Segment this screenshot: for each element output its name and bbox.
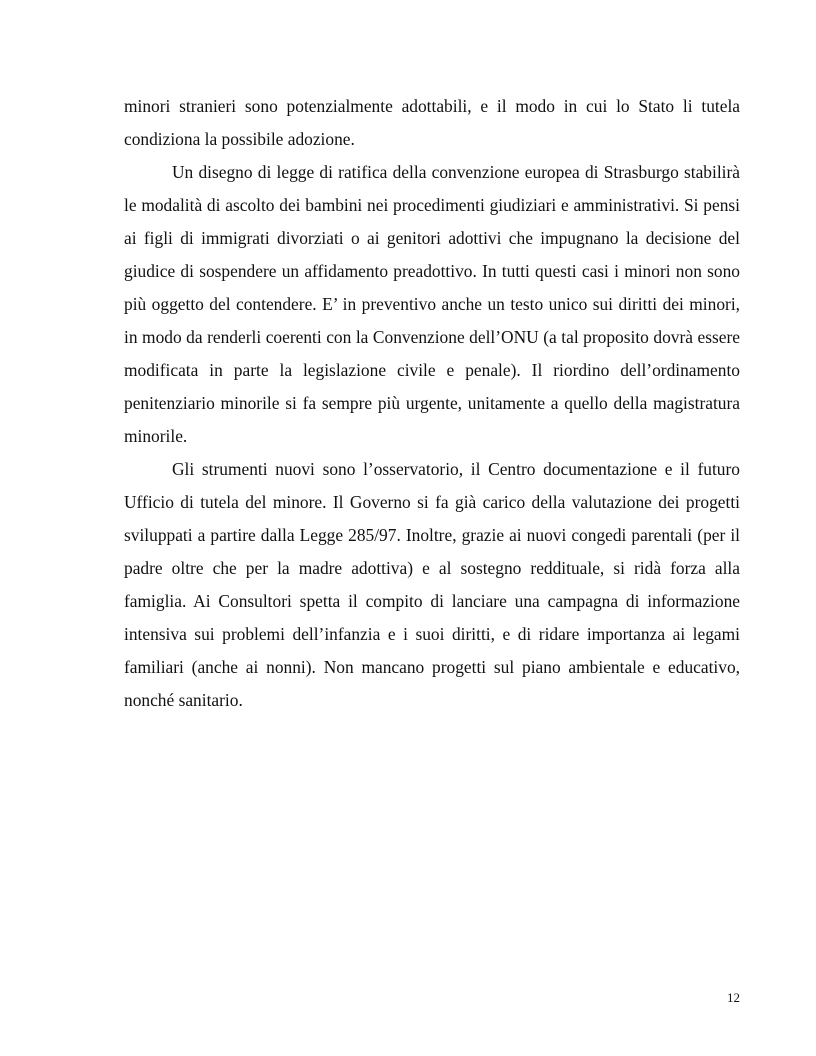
document-body <box>124 90 740 717</box>
page-number: 12 <box>727 990 740 1005</box>
paragraph-new-instruments: Gli strumenti nuovi sono l’osservatorio, il Centro documentazione e il futuro Ufficio di tutela del minore. Il Governo si fa già carico della valutazione dei progetti sviluppati a partire dalla Legge 285/97. Inoltre, grazie ai nuovi congedi parentali (per il padre oltre che per la madre adottiva) e al sostegno reddituale, si ridà forza alla famiglia. Ai Consultori spetta il compito di lanciare una campagna di informazione intensiva sui problemi dell’infanzia e i suoi diritti, e di ridare importanza ai legami familiari (anche ai nonni). Non mancano progetti sul piano ambientale e educativo, nonché sanitario. <box>124 459 740 710</box>
paragraph-strasburgo-convention: Un disegno di legge di ratifica della convenzione europea di Strasburgo stabilirà le modalità di ascolto dei bambini nei procedimenti giudiziari e amministrativi. Si pensi ai figli di immigrati divorziati o ai genitori adottivi che impugnano la decisione del giudice di sospendere un affidamento preadottivo. In tutti questi casi i minori non sono più oggetto del contendere. E’ in preventivo anche un testo unico sui diritti dei minori, in modo da renderli coerenti con la Convenzione dell’ONU (a tal proposito dovrà essere modificata in parte la legislazione civile e penale). Il riordino dell’ordinamento penitenziario minorile si fa sempre più urgente, unitamente a quello della magistratura minorile. <box>124 162 740 446</box>
paragraph-continuation: minori stranieri sono potenzialmente adottabili, e il modo in cui lo Stato li tutela condiziona la possibile adozione. <box>124 96 740 149</box>
